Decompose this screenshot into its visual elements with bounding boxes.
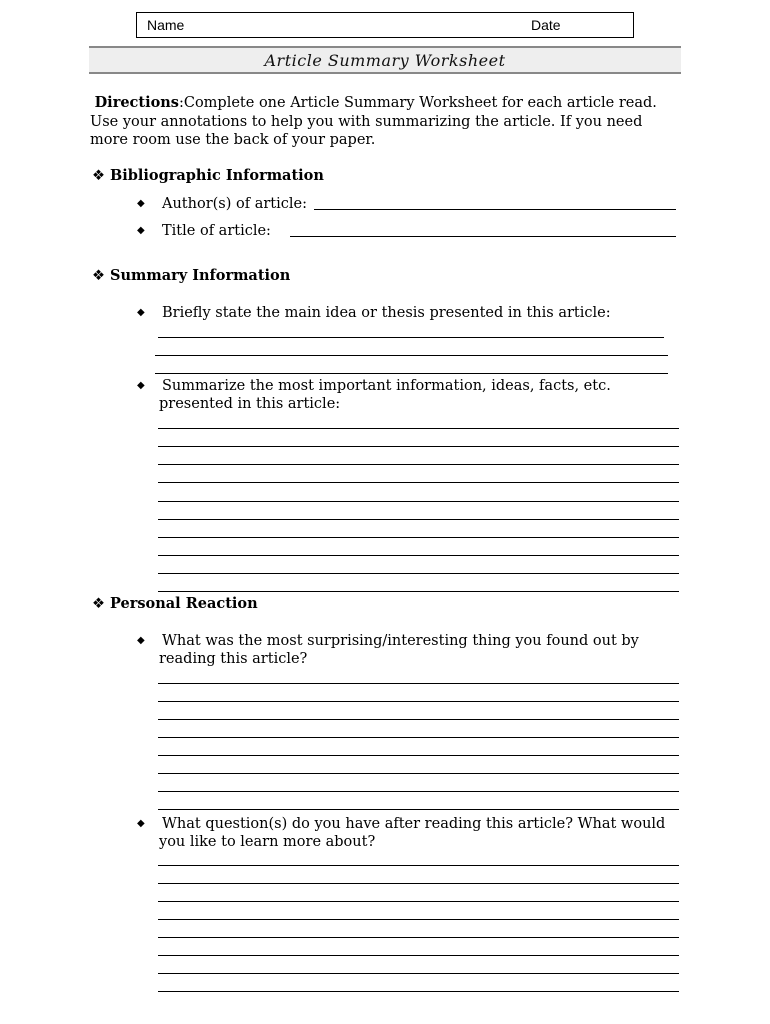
answer-line[interactable] [158, 919, 679, 920]
answer-line[interactable] [158, 937, 679, 938]
author-label: Author(s) of article: [162, 196, 307, 212]
answer-line[interactable] [158, 991, 679, 992]
bullet-icon: ◆ [137, 225, 145, 236]
bibliographic-heading: Bibliographic Information [110, 167, 324, 184]
worksheet-title: Article Summary Worksheet [264, 51, 506, 70]
answer-line[interactable] [158, 901, 679, 902]
bullet-icon: ◆ [137, 380, 145, 391]
answer-line[interactable] [158, 482, 679, 483]
answer-line[interactable] [158, 973, 679, 974]
directions-label: Directions [94, 94, 179, 111]
title-label: Title of article: [162, 223, 271, 239]
reaction-q2-line1: What question(s) do you have after reading this article? What would [162, 816, 666, 832]
answer-line[interactable] [155, 373, 668, 374]
answer-line[interactable] [158, 955, 679, 956]
bullet-icon: ◆ [137, 307, 145, 318]
summary-heading: Summary Information [110, 267, 291, 284]
answer-line[interactable] [158, 773, 679, 774]
answer-line[interactable] [158, 555, 679, 556]
summary-q2-line1: Summarize the most important information, ideas, facts, etc. [162, 378, 611, 394]
answer-line[interactable] [158, 537, 679, 538]
section-reaction [92, 595, 258, 612]
name-label: Name [147, 17, 185, 33]
bullet-icon: ◆ [137, 635, 145, 646]
answer-line[interactable] [158, 446, 679, 447]
answer-line[interactable] [158, 428, 679, 429]
answer-line[interactable] [158, 883, 679, 884]
answer-line[interactable] [158, 737, 679, 738]
summary-q1: Briefly state the main idea or thesis presented in this article: [162, 305, 611, 321]
author-field[interactable] [314, 209, 676, 210]
reaction-q1-line1: What was the most surprising/interesting thing you found out by [162, 633, 639, 649]
section-marker-icon: ❖ [92, 596, 105, 612]
answer-line[interactable] [155, 355, 668, 356]
answer-line[interactable] [158, 337, 664, 338]
answer-line[interactable] [158, 865, 679, 866]
reaction-q1-line2: reading this article? [159, 651, 308, 667]
reaction-q2-line2: you like to learn more about? [159, 834, 376, 850]
bullet-icon: ◆ [137, 198, 145, 209]
date-label: Date [531, 17, 561, 33]
title-band [89, 46, 681, 74]
name-date-box [136, 12, 634, 38]
article-title-field[interactable] [290, 236, 676, 237]
section-summary [92, 267, 290, 284]
summary-q2-line2: presented in this article: [159, 396, 341, 412]
answer-line[interactable] [158, 701, 679, 702]
answer-line[interactable] [158, 464, 679, 465]
answer-line[interactable] [158, 809, 679, 810]
section-marker-icon: ❖ [92, 268, 105, 284]
bullet-icon: ◆ [137, 818, 145, 829]
answer-line[interactable] [158, 683, 679, 684]
directions-paragraph [90, 94, 680, 150]
reaction-heading: Personal Reaction [110, 595, 258, 612]
answer-line[interactable] [158, 791, 679, 792]
section-bibliographic [92, 167, 324, 184]
answer-line[interactable] [158, 591, 679, 592]
answer-line[interactable] [158, 573, 679, 574]
answer-line[interactable] [158, 501, 679, 502]
directions-text: :Complete one Article Summary Worksheet for each article read. Use your annotations to help you with summarizing the article. If you need more room use the back of your paper. [90, 95, 657, 148]
answer-line[interactable] [158, 519, 679, 520]
section-marker-icon: ❖ [92, 168, 105, 184]
answer-line[interactable] [158, 755, 679, 756]
answer-line[interactable] [158, 719, 679, 720]
